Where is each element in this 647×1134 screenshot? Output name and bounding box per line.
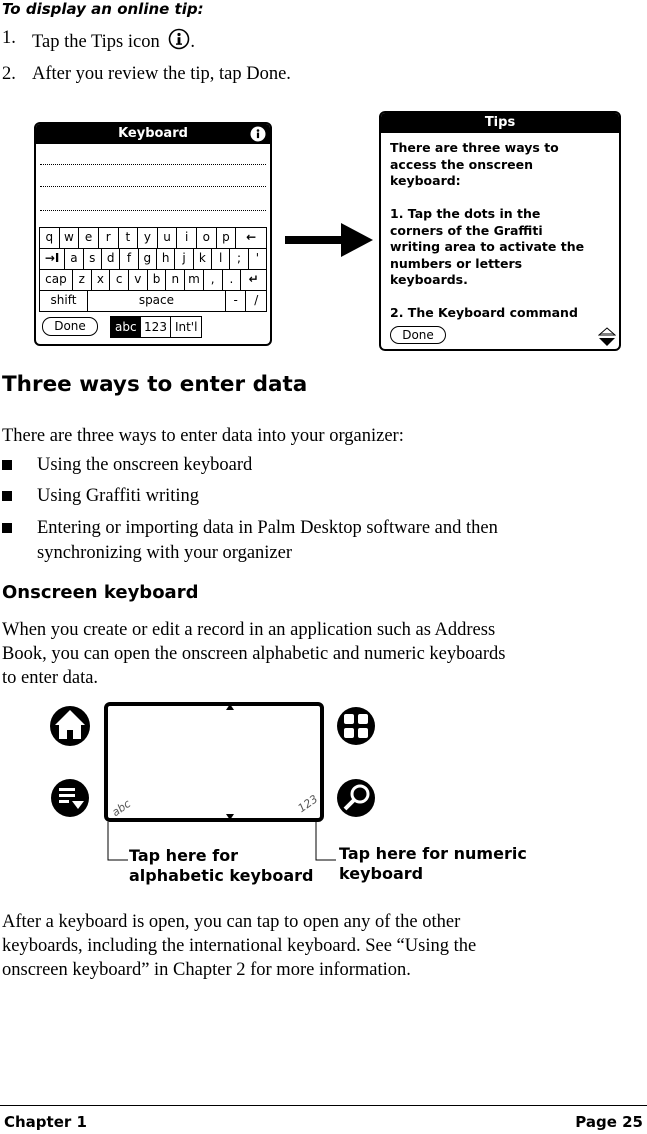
bullet-square: [2, 523, 12, 533]
key-row-3: [39, 269, 267, 291]
keyboard-title-bar: [36, 124, 270, 144]
tips-blank-line: [390, 289, 615, 306]
bullet-item: Entering or importing data in Palm Desktop software and then synchronizing with your organizer: [2, 516, 642, 568]
bullet-item: Using the onscreen keyboard: [2, 453, 642, 478]
key[interactable]: ': [255, 251, 260, 265]
key[interactable]: f: [120, 249, 138, 269]
key[interactable]: e: [79, 228, 99, 248]
key[interactable]: u: [158, 228, 178, 248]
tips-line: 1. Tap the dots in the: [390, 206, 541, 221]
bullet-square: [2, 491, 12, 501]
key[interactable]: ,: [204, 270, 223, 290]
right-arrow-icon: [285, 223, 373, 257]
keyboard-title: Keyboard: [118, 126, 188, 141]
key[interactable]: l: [212, 249, 230, 269]
tips-blank-line: [390, 190, 615, 207]
onscreen-paragraph: When you create or edit a record in an application such as Address Book, you can open the onscreen alphabetic and numeric keyboards to enter data.: [2, 620, 506, 688]
text-line: [40, 210, 266, 211]
space-key[interactable]: space: [88, 291, 226, 311]
done-button[interactable]: Done: [42, 317, 98, 336]
tips-line: keyboard:: [390, 173, 461, 188]
key[interactable]: .: [223, 270, 242, 290]
tip-heading: To display an online tip:: [2, 0, 204, 18]
key[interactable]: b: [148, 270, 167, 290]
graffiti-writing-area[interactable]: [106, 704, 322, 820]
tips-line: 2. The Keyboard command: [390, 305, 578, 320]
key[interactable]: c: [110, 270, 129, 290]
key[interactable]: ;: [230, 249, 248, 269]
step-number: 2.: [2, 64, 16, 84]
step-2: [2, 64, 602, 90]
footer-page-number: Page 25: [575, 1113, 643, 1131]
step-text: After you review the tip, tap Done.: [32, 64, 291, 84]
key[interactable]: h: [157, 249, 175, 269]
key[interactable]: i: [177, 228, 197, 248]
cap-key[interactable]: cap: [40, 270, 73, 290]
bullet-item: Using Graffiti writing: [2, 484, 642, 509]
tips-line: keyboards.: [390, 272, 468, 287]
key[interactable]: a: [65, 249, 83, 269]
keyboard-mode-selector: [110, 316, 202, 338]
tips-line: access the onscreen: [390, 156, 534, 172]
closing-paragraph: After a keyboard is open, you can tap to open any of the other keyboards, including the international keyboard. See “Using the onscreen keyboard” in Chapter 2 for more information.: [2, 912, 477, 980]
tips-line: There are three ways to: [390, 140, 559, 155]
key[interactable]: o: [197, 228, 217, 248]
step-number: 1.: [2, 28, 16, 48]
key[interactable]: v: [129, 270, 148, 290]
intro-paragraph: There are three ways to enter data into your organizer:: [2, 426, 404, 446]
menu-icon[interactable]: [51, 779, 89, 817]
key[interactable]: s: [84, 249, 102, 269]
home-icon[interactable]: [50, 706, 90, 746]
backspace-key[interactable]: ←: [246, 230, 257, 244]
bullet-square: [2, 460, 12, 470]
key[interactable]: /: [254, 293, 259, 307]
scroll-arrows-icon[interactable]: [598, 327, 616, 347]
find-icon[interactable]: [337, 779, 375, 817]
text-line: [40, 186, 266, 187]
tips-title-bar: [381, 113, 619, 133]
footer-rule: [0, 1105, 647, 1106]
keyboard-screen: [34, 122, 272, 346]
step-1: [2, 28, 602, 54]
key[interactable]: g: [139, 249, 157, 269]
info-icon: [168, 28, 190, 50]
tips-body: [390, 140, 615, 322]
key[interactable]: t: [119, 228, 139, 248]
key[interactable]: x: [92, 270, 111, 290]
info-icon[interactable]: [250, 126, 266, 142]
key[interactable]: n: [166, 270, 185, 290]
tips-screen: [379, 111, 621, 351]
graffiti-area-figure: [40, 698, 385, 828]
tips-title: Tips: [484, 115, 516, 130]
step-text: Tap the Tips icon .: [32, 28, 195, 53]
abc-keyboard-dot[interactable]: abc: [109, 797, 134, 820]
key[interactable]: z: [73, 270, 92, 290]
key[interactable]: w: [60, 228, 80, 248]
calculator-icon[interactable]: [337, 707, 375, 745]
tips-line: numbers or letters: [390, 255, 523, 271]
mode-abc-button[interactable]: abc: [111, 317, 141, 337]
key[interactable]: p: [217, 228, 237, 248]
tips-line: corners of the Graffiti: [390, 222, 543, 238]
key-row-2: [39, 248, 267, 270]
key[interactable]: m: [185, 270, 204, 290]
tips-done-button[interactable]: Done: [390, 326, 446, 344]
callout-alphabetic: Tap here for alphabetic keyboard: [129, 846, 314, 885]
tips-line: writing area to activate the: [390, 239, 585, 254]
key[interactable]: k: [194, 249, 212, 269]
mode-intl-button[interactable]: Int'l: [174, 320, 198, 334]
key[interactable]: q: [40, 228, 60, 248]
key[interactable]: j: [175, 249, 193, 269]
key-row-4: [39, 290, 267, 312]
text-line: [40, 164, 266, 165]
key-row-1: [39, 227, 267, 249]
callout-numeric: Tap here for numeric keyboard: [339, 844, 527, 883]
key[interactable]: -: [226, 291, 247, 311]
footer-chapter: Chapter 1: [4, 1113, 87, 1131]
key[interactable]: d: [102, 249, 120, 269]
key[interactable]: r: [99, 228, 119, 248]
mode-123-button[interactable]: 123: [141, 317, 172, 337]
return-key[interactable]: ↵: [248, 272, 259, 286]
section-title: Three ways to enter data: [2, 372, 308, 397]
numeric-keyboard-dot[interactable]: 123: [295, 792, 321, 816]
shift-key[interactable]: shift: [40, 291, 88, 311]
tab-key[interactable]: →I: [40, 249, 65, 269]
subsection-title: Onscreen keyboard: [2, 582, 199, 603]
key[interactable]: y: [138, 228, 158, 248]
